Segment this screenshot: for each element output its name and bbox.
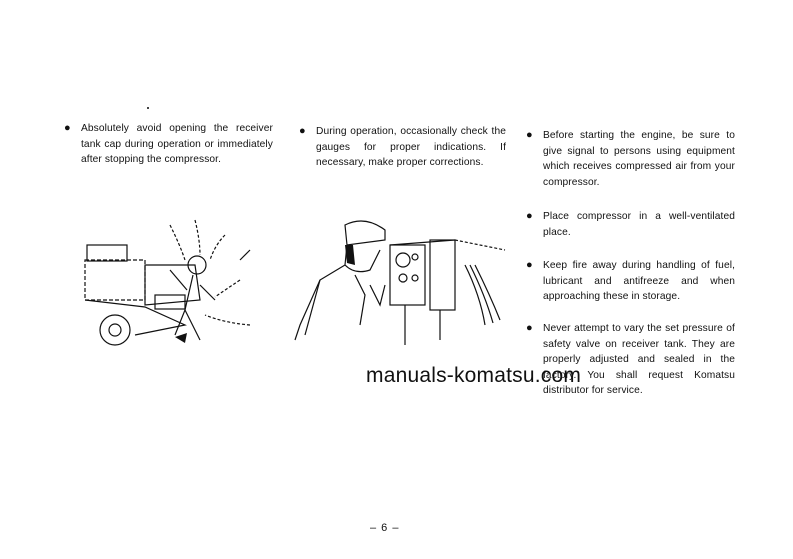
watermark: manuals-komatsu.com: [366, 364, 582, 387]
bullet-text: During operation, occasionally check the gauges for proper indications. If necessary, make proper corrections.: [316, 126, 506, 168]
bullet-text: Before starting the engine, be sure to give signal to persons using equipment which receives compressed air from your compressor.: [543, 130, 735, 188]
bullet-icon: ●: [64, 122, 71, 134]
illustration-tank-cap-blowout-icon: [75, 215, 270, 355]
bullet-text: Place compressor in a well-ventilated place.: [543, 211, 735, 238]
stray-mark: [147, 107, 149, 109]
bullet-icon: ●: [526, 322, 533, 334]
bullet-icon: ●: [526, 129, 533, 141]
bullet-icon: ●: [299, 125, 306, 137]
warning-bullet-tank-cap: [64, 121, 273, 168]
warning-bullet-check-gauges: [299, 124, 506, 171]
warning-bullet-fire: [526, 258, 735, 305]
illustration-worker-checking-gauges-icon: [285, 215, 510, 355]
bullet-icon: ●: [526, 210, 533, 222]
bullet-icon: ●: [526, 259, 533, 271]
warning-bullet-signal-persons: [526, 128, 735, 190]
page-number: – 6 –: [370, 522, 400, 534]
bullet-text: Never attempt to vary the set pressure of safety valve on receiver tank. They are properly adjusted and sealed in the factory. You shall request Komatsu distributor for service.: [543, 323, 735, 396]
bullet-text: Keep fire away during handling of fuel, lubricant and antifreeze and when approaching these in storage.: [543, 260, 735, 302]
bullet-text: Absolutely avoid opening the receiver tank cap during operation or immediately after stopping the compressor.: [81, 123, 273, 165]
warning-bullet-ventilation: [526, 209, 735, 240]
